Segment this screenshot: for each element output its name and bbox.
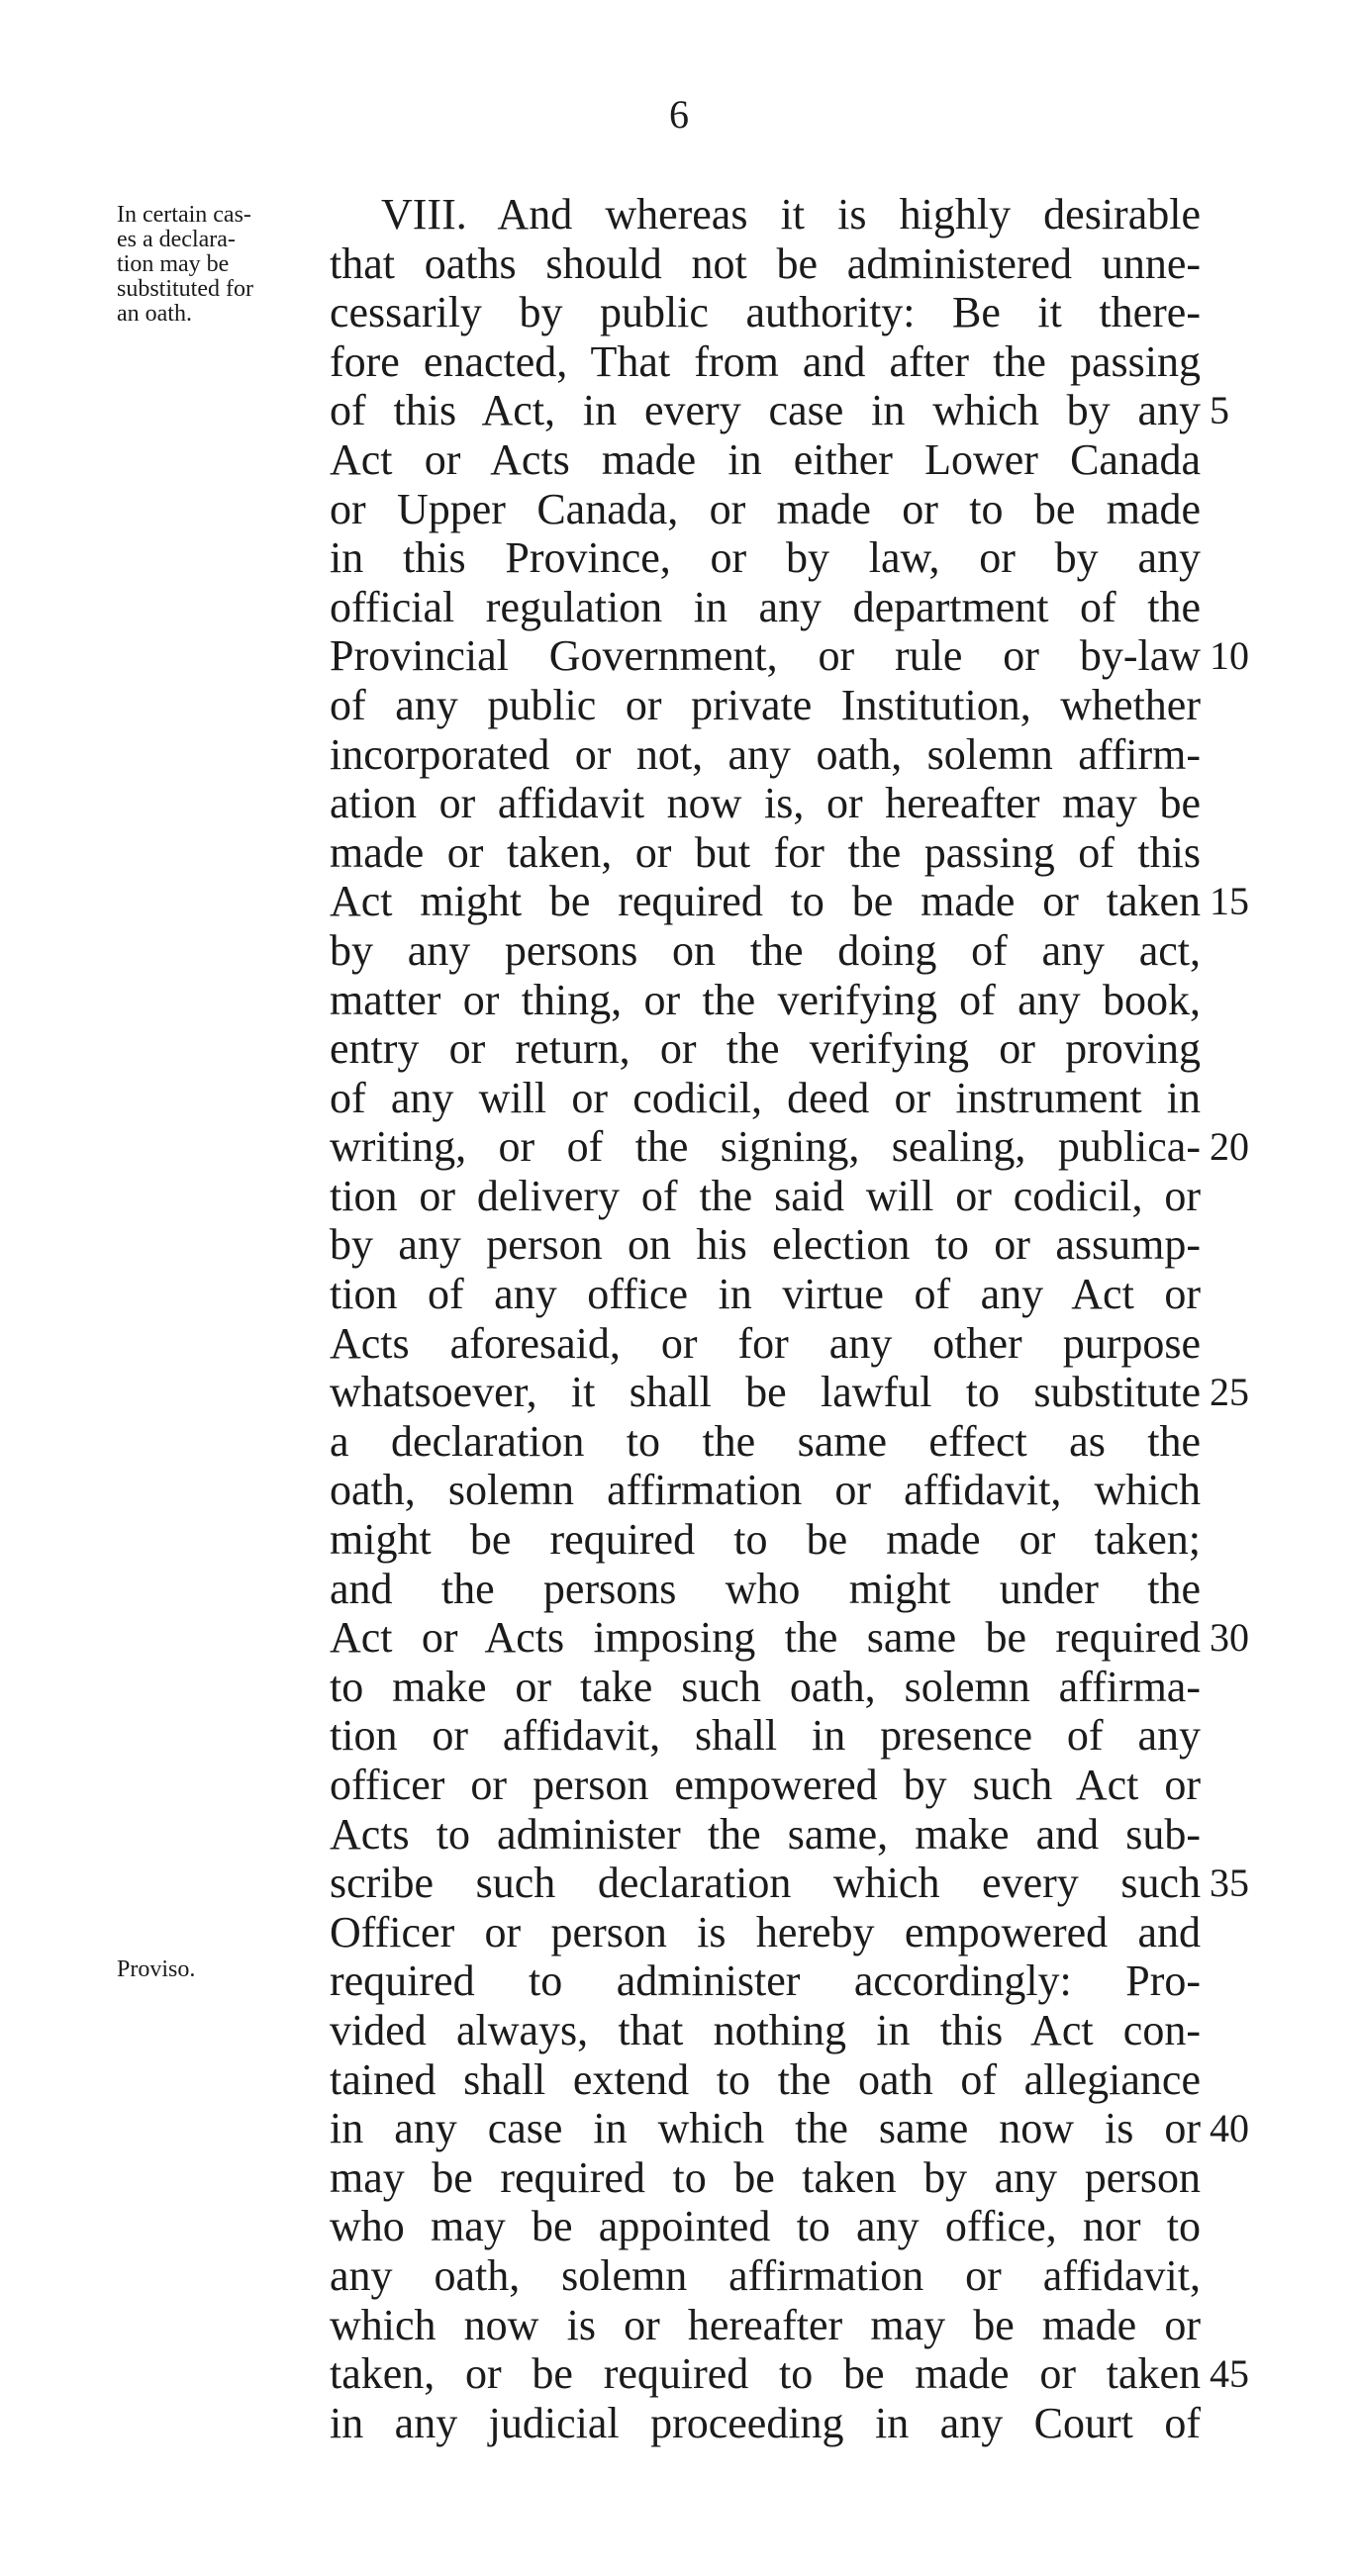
text-line: a declaration to the same effect as the [330,1416,1201,1466]
text-line: in any judicial proceeding in any Court of [330,2398,1201,2447]
text-line: of any public or private Institution, whether [330,680,1201,729]
text-line: and the persons who might under the [330,1564,1201,1613]
text-line: in any case in which the same now is or [330,2104,1201,2153]
text-line: writing, or of the signing, sealing, publica- [330,1122,1201,1172]
text-line: oath, solemn affirmation or affidavit, which [330,1466,1201,1515]
text-line: officer or person empowered by such Act or [330,1761,1201,1809]
line-number: 40 [1210,2106,1249,2151]
text-line: matter or thing, or the verifying of any book, [330,975,1201,1024]
line-number: 20 [1210,1124,1249,1170]
marginal-note-declaration-substitution [117,203,330,327]
text-line: by any persons on the doing of any act, [330,925,1201,975]
text-line: required to administer accordingly: Pro- [330,1956,1201,2006]
text-line: of this Act, in every case in which by any [330,386,1201,435]
marginal-note-line: substituted for [117,276,253,302]
text-line: might be required to be made or taken; [330,1515,1201,1565]
text-line: Act might be required to be made or taken [330,877,1201,926]
marginal-note-line: tion may be [117,251,230,277]
line-number: 10 [1210,633,1249,679]
line-number: 30 [1210,1615,1249,1661]
text-line: who may be appointed to any office, nor to [330,2202,1201,2251]
line-number: 25 [1210,1370,1249,1415]
marginal-note-proviso [117,1957,330,1982]
text-line: by any person on his election to or assump- [330,1220,1201,1270]
text-line: vided always, that nothing in this Act con- [330,2005,1201,2054]
text-line: or Upper Canada, or made or to be made [330,484,1201,533]
text-line: which now is or hereafter may be made or [330,2300,1201,2349]
text-line: Acts to administer the same, make and sub- [330,1809,1201,1859]
marginal-note-line: es a declara- [117,227,236,252]
text-line: taken, or be required to be made or taken [330,2349,1201,2399]
text-line: may be required to be taken by any person [330,2152,1201,2202]
marginal-note-line: In certain cas- [117,202,251,228]
text-line: in this Province, or by law, or by any [330,533,1201,583]
page-number: 6 [669,92,689,137]
text-line: tion of any office in virtue of any Act or [330,1270,1201,1319]
text-line: made or taken, or but for the passing of this [330,827,1201,877]
line-number: 35 [1210,1860,1249,1906]
text-line: cessarily by public authority: Be it there- [330,288,1201,337]
text-line: fore enacted, That from and after the passing [330,336,1201,386]
text-line: official regulation in any department of the [330,582,1201,631]
text-line: whatsoever, it shall be lawful to substitute [330,1368,1201,1417]
text-line: Provincial Government, or rule or by-law [330,631,1201,681]
line-number: 5 [1210,388,1229,433]
text-line: that oaths should not be administered unne- [330,239,1201,288]
line-number: 15 [1210,879,1249,924]
marginal-note-line: Proviso. [117,1956,196,1982]
text-line: of any will or codicil, deed or instrument in [330,1073,1201,1122]
text-line: to make or take such oath, solemn affirma- [330,1662,1201,1711]
text-line: Act or Acts made in either Lower Canada [330,434,1201,484]
marginal-note-line: an oath. [117,301,192,327]
text-line: scribe such declaration which every such [330,1859,1201,1908]
text-line: tained shall extend to the oath of allegiance [330,2054,1201,2104]
text-line: incorporated or not, any oath, solemn affirm- [330,729,1201,779]
text-line: Acts aforesaid, or for any other purpose [330,1318,1201,1368]
text-line: Act or Acts imposing the same be required [330,1613,1201,1663]
text-line: ation or affidavit now is, or hereafter may be [330,779,1201,828]
text-line: any oath, solemn affirmation or affidavit, [330,2250,1201,2300]
text-line: Officer or person is hereby empowered and [330,1907,1201,1956]
section-viii-text [330,190,1201,2447]
text-line: VIII. And whereas it is highly desirable [381,190,1201,239]
text-line: tion or delivery of the said will or codicil, or [330,1171,1201,1220]
text-line: tion or affidavit, shall in presence of any [330,1711,1201,1761]
text-line: entry or return, or the verifying or proving [330,1024,1201,1074]
line-number: 45 [1210,2351,1249,2397]
